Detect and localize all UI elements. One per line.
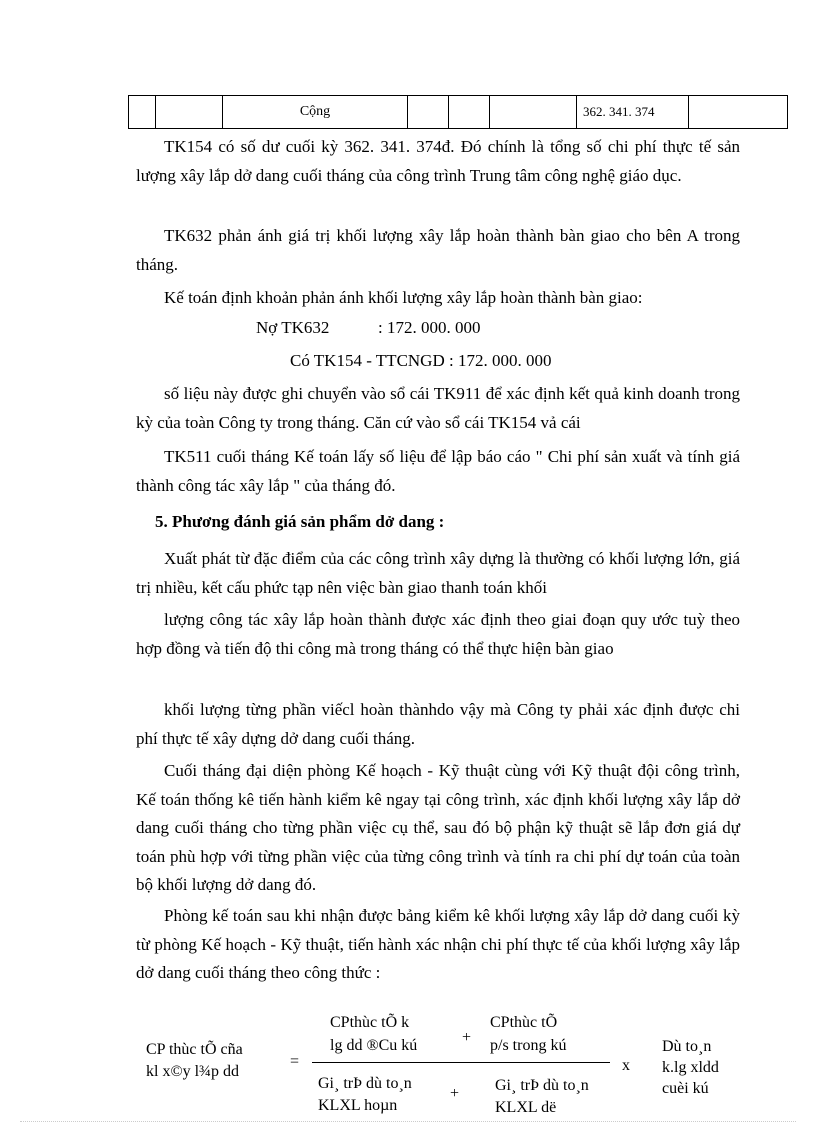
formula-numerator-1b: lg dd ®Cu kú — [330, 1037, 418, 1054]
formula-plus-bottom: + — [450, 1085, 460, 1102]
table-cell — [156, 96, 223, 129]
paragraph-1: TK154 có số dư cuối kỳ 362. 341. 374đ. Đó chính là tổng số chi phí thực tế sản lượng xây lắp dở dang cuối tháng của công trình Trung tâm công nghệ giáo dục. — [136, 137, 740, 185]
paragraph-2: TK632 phản ánh giá trị khối lượng xây lắp hoàn thành bàn giao cho bên A trong tháng. — [136, 226, 740, 274]
total-label-cell: Cộng — [223, 96, 408, 129]
credit-line: Có TK154 - TTCNGD : 172. 000. 000 — [290, 351, 552, 370]
table-cell — [408, 96, 449, 129]
summary-table — [128, 95, 788, 129]
paragraph-9: Cuối tháng đại diện phòng Kế hoạch - Kỹ thuật cùng với Kỹ thuật đội công trình, Kế toán thống kê tiến hành kiểm kê ngay tại công trình, xác định khối lượng xây lắp dở dang cuối tháng cho từng phần việc cụ thể, sau đó bộ phận kỹ thuật sẽ lắp đơn giá dự toán phù hợp với từng phần việc của từng công trình và tính ra chi phí dự toán của toàn bộ khối lượng dở dang đó. — [136, 761, 740, 894]
paragraph-5: TK511 cuối tháng Kế toán lấy số liệu để lập báo cáo " Chi phí sản xuất và tính giá thành công tác xây lắp " của tháng đó. — [136, 447, 740, 495]
table-cell — [490, 96, 577, 129]
formula-denominator-2b: KLXL dë — [495, 1099, 557, 1116]
formula-numerator-2b: p/s trong kú — [490, 1037, 567, 1054]
formula-denominator-1a: Gi¸ trÞ dù to¸n — [318, 1075, 412, 1092]
formula-denominator-2a: Gi¸ trÞ dù to¸n — [495, 1077, 589, 1094]
paragraph-8: khối lượng từng phần viếcl hoàn thànhdo vậy mà Công ty phải xác định được chi phí thực tế xây dựng dở dang cuối tháng. — [136, 700, 740, 748]
formula-rhs-line1: Dù to¸n — [662, 1038, 712, 1055]
section-heading: 5. Phương đánh giá sản phẩm dở dang : — [155, 512, 445, 531]
formula-denominator-1b: KLXL hoµn — [318, 1097, 398, 1114]
formula-plus-top: + — [462, 1029, 472, 1046]
fraction-bar — [312, 1062, 610, 1063]
formula-numerator-1a: CPthùc tÕ k — [330, 1014, 410, 1031]
paragraph-3: Kế toán định khoản phản ánh khối lượng xây lắp hoàn thành bàn giao: — [164, 288, 643, 307]
table-cell — [129, 96, 156, 129]
paragraph-4: số liệu này được ghi chuyển vào sổ cái TK911 để xác định kết quả kinh doanh trong kỳ của toàn Công ty trong tháng. Căn cứ vào sổ cái TK154 vả cái — [136, 384, 740, 432]
formula-lhs-line2: kl x©y l¾p dd — [146, 1063, 240, 1080]
debit-account: Nợ TK632 — [256, 318, 330, 337]
total-value-cell: 362. 341. 374 — [577, 96, 689, 129]
formula-equals: = — [290, 1053, 300, 1070]
paragraph-7: lượng công tác xây lắp hoàn thành được xác định theo giai đoạn quy ước tuỳ theo hợp đồng và tiến độ thi công mà trong tháng có thể thực hiện bàn giao — [136, 610, 740, 658]
debit-amount: : 172. 000. 000 — [378, 318, 481, 337]
formula-rhs-line2: k.lg xldd — [662, 1059, 719, 1076]
formula-lhs-line1: CP thùc tÕ cña — [146, 1041, 243, 1058]
paragraph-10: Phòng kế toán sau khi nhận được bảng kiểm kê khối lượng xây lắp dở dang cuối kỳ từ phòng Kế hoạch - Kỹ thuật, tiến hành xác nhận chi phí thực tế của khối lượng xây lắp dở dang cuối tháng theo công thức : — [136, 906, 740, 982]
table-cell — [689, 96, 788, 129]
formula-times: x — [622, 1057, 630, 1074]
formula-numerator-2a: CPthùc tÕ — [490, 1014, 558, 1031]
table-cell — [449, 96, 490, 129]
formula-rhs-line3: cuèi kú — [662, 1080, 709, 1097]
table-row — [129, 96, 788, 129]
paragraph-6: Xuất phát từ đặc điểm của các công trình xây dựng là thường có khối lượng lớn, giá trị nhiều, kết cấu phức tạp nên việc bàn giao thanh toán khối — [136, 549, 740, 597]
page-bottom-divider — [20, 1121, 796, 1122]
